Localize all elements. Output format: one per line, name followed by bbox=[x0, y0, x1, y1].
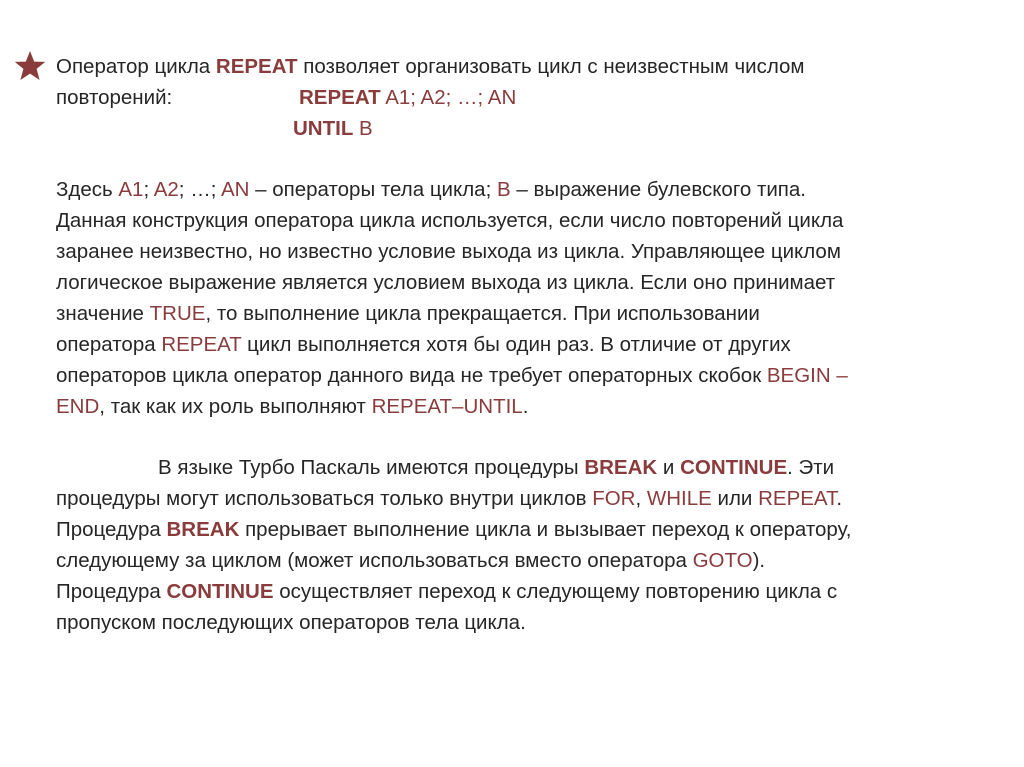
syntax-cond: B bbox=[353, 117, 373, 140]
para1-line-6: оператора REPEAT цикл выполняется хотя бы один раз. В отличие от других bbox=[56, 333, 791, 356]
intro-line-3 bbox=[293, 113, 1024, 144]
syntax-repeat: REPEAT bbox=[299, 86, 381, 109]
para2-line-3: Процедура BREAK прерывает выполнение цикла и вызывает переход к оператору, bbox=[56, 518, 852, 541]
syntax-args: A1; A2; …; AN bbox=[380, 86, 517, 109]
para2-line-2: процедуры могут использоваться только внутри циклов FOR, WHILE или REPEAT. bbox=[56, 487, 843, 510]
para2-line-6: пропуском последующих операторов тела цикла. bbox=[56, 611, 526, 634]
keyword-repeat: REPEAT bbox=[215, 55, 298, 78]
para1-line-4: логическое выражение является условием выхода из цикла. Если оно принимает bbox=[56, 271, 836, 294]
para1-line-2: Данная конструкция оператора цикла используется, если число повторений цикла bbox=[56, 209, 844, 232]
para2-line-4: следующему за циклом (может использоваться вместо оператора GOTO). bbox=[56, 549, 766, 572]
para1-line-5: значение TRUE, то выполнение цикла прекращается. При использовании bbox=[56, 302, 760, 325]
intro-line-2: повторений: REPEAT A1; A2; …; AN bbox=[56, 86, 517, 109]
star-icon bbox=[14, 50, 46, 82]
intro-line-1: Оператор цикла REPEAT позволяет организовать цикл с неизвестным числом bbox=[56, 55, 805, 78]
para1-line-7: операторов цикла оператор данного вида не требует операторных скобок BEGIN – bbox=[56, 364, 848, 387]
para1-line-3: заранее неизвестно, но известно условие выхода из цикла. Управляющее циклом bbox=[56, 240, 841, 263]
para1-line-1: Здесь A1; A2; …; AN – операторы тела цикла; B – выражение булевского типа. bbox=[56, 178, 806, 201]
para2-line-1: В языке Турбо Паскаль имеются процедуры BREAK и CONTINUE. Эти bbox=[158, 456, 835, 479]
para1-line-8: END, так как их роль выполняют REPEAT–UNTIL. bbox=[56, 395, 529, 418]
para2-line-5: Процедура CONTINUE осуществляет переход к следующему повторению цикла с bbox=[56, 580, 838, 603]
syntax-until: UNTIL bbox=[293, 117, 354, 140]
